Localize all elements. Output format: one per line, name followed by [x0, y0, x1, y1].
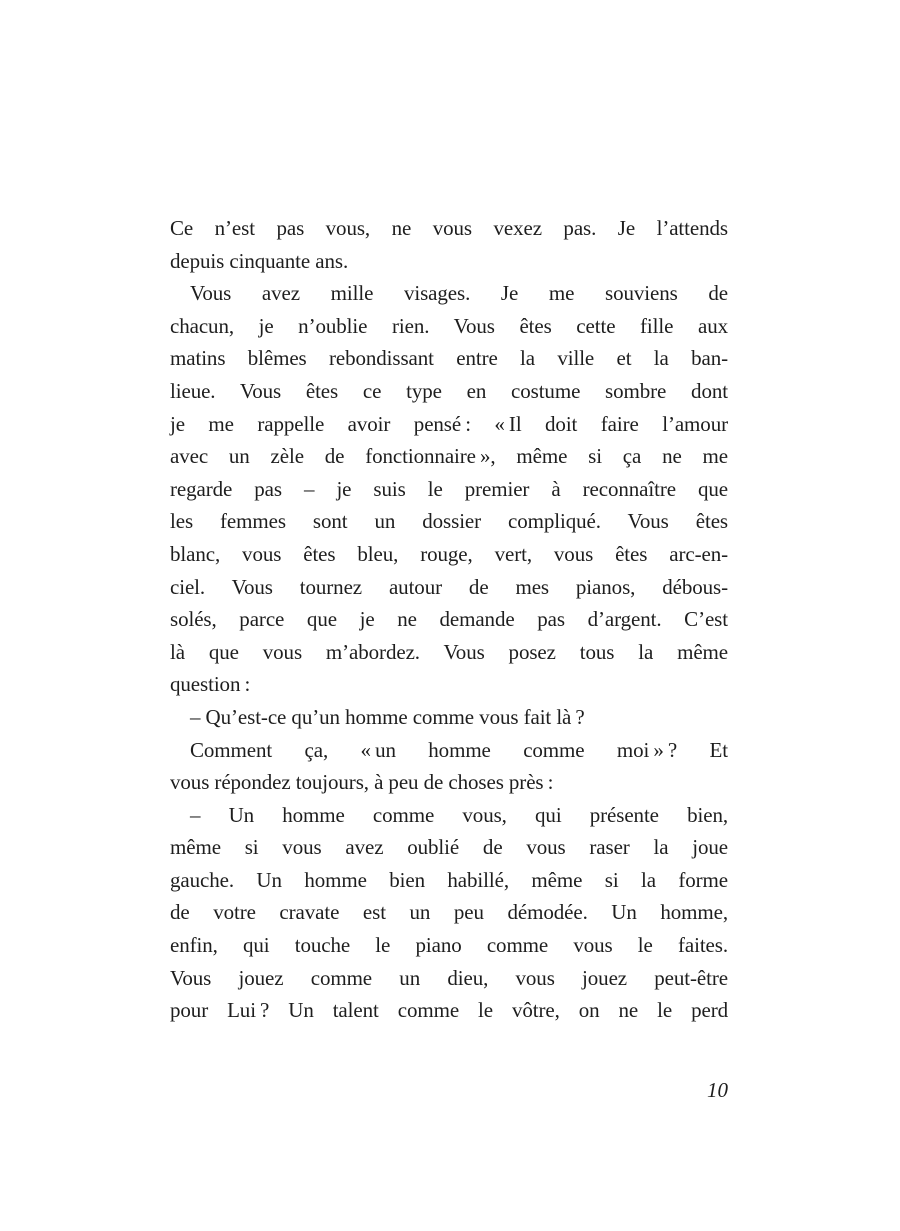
- text-line: solés, parce que je ne demande pas d’argent. C’est: [170, 607, 728, 632]
- text-line: – Un homme comme vous, qui présente bien,: [190, 802, 728, 827]
- text-line: je me rappelle avoir pensé : « Il doit faire l’amour: [170, 411, 728, 436]
- text-line: les femmes sont un dossier compliqué. Vous êtes: [170, 509, 728, 534]
- text-line: Vous jouez comme un dieu, vous jouez peut-être: [170, 965, 728, 990]
- page-number: 10: [707, 1078, 728, 1102]
- text-line: là que vous m’abordez. Vous posez tous la même: [170, 639, 728, 664]
- text-line: même si vous avez oublié de vous raser la joue: [170, 835, 728, 860]
- text-line: blanc, vous êtes bleu, rouge, vert, vous êtes arc-en-: [170, 541, 728, 566]
- text-line: enfin, qui touche le piano comme vous le faites.: [170, 933, 728, 958]
- text-line: gauche. Un homme bien habillé, même si la forme: [170, 867, 728, 892]
- text-line: regarde pas – je suis le premier à reconnaître que: [170, 476, 728, 501]
- text-line: Vous avez mille visages. Je me souviens de: [190, 281, 728, 306]
- text-line: lieue. Vous êtes ce type en costume sombre dont: [170, 378, 728, 403]
- text-line: Ce n’est pas vous, ne vous vexez pas. Je l’attends: [170, 216, 728, 240]
- text-line: avec un zèle de fonctionnaire », même si ça ne me: [170, 444, 728, 469]
- text-line: vous répondez toujours, à peu de choses près :: [170, 770, 554, 795]
- text-line: chacun, je n’oublie rien. Vous êtes cette fille aux: [170, 313, 728, 338]
- text-line: question :: [170, 672, 251, 697]
- text-line: matins blêmes rebondissant entre la ville et la ban-: [170, 346, 728, 371]
- text-line: Comment ça, « un homme comme moi » ? Et: [190, 737, 728, 762]
- text-line: depuis cinquante ans.: [170, 248, 349, 273]
- text-line: – Qu’est-ce qu’un homme comme vous fait là ?: [190, 704, 585, 729]
- text-line: de votre cravate est un peu démodée. Un homme,: [170, 900, 728, 925]
- page-text: [170, 212, 728, 1027]
- text-line: ciel. Vous tournez autour de mes pianos, débous-: [170, 574, 728, 599]
- text-line: pour Lui ? Un talent comme le vôtre, on ne le perd: [170, 998, 728, 1023]
